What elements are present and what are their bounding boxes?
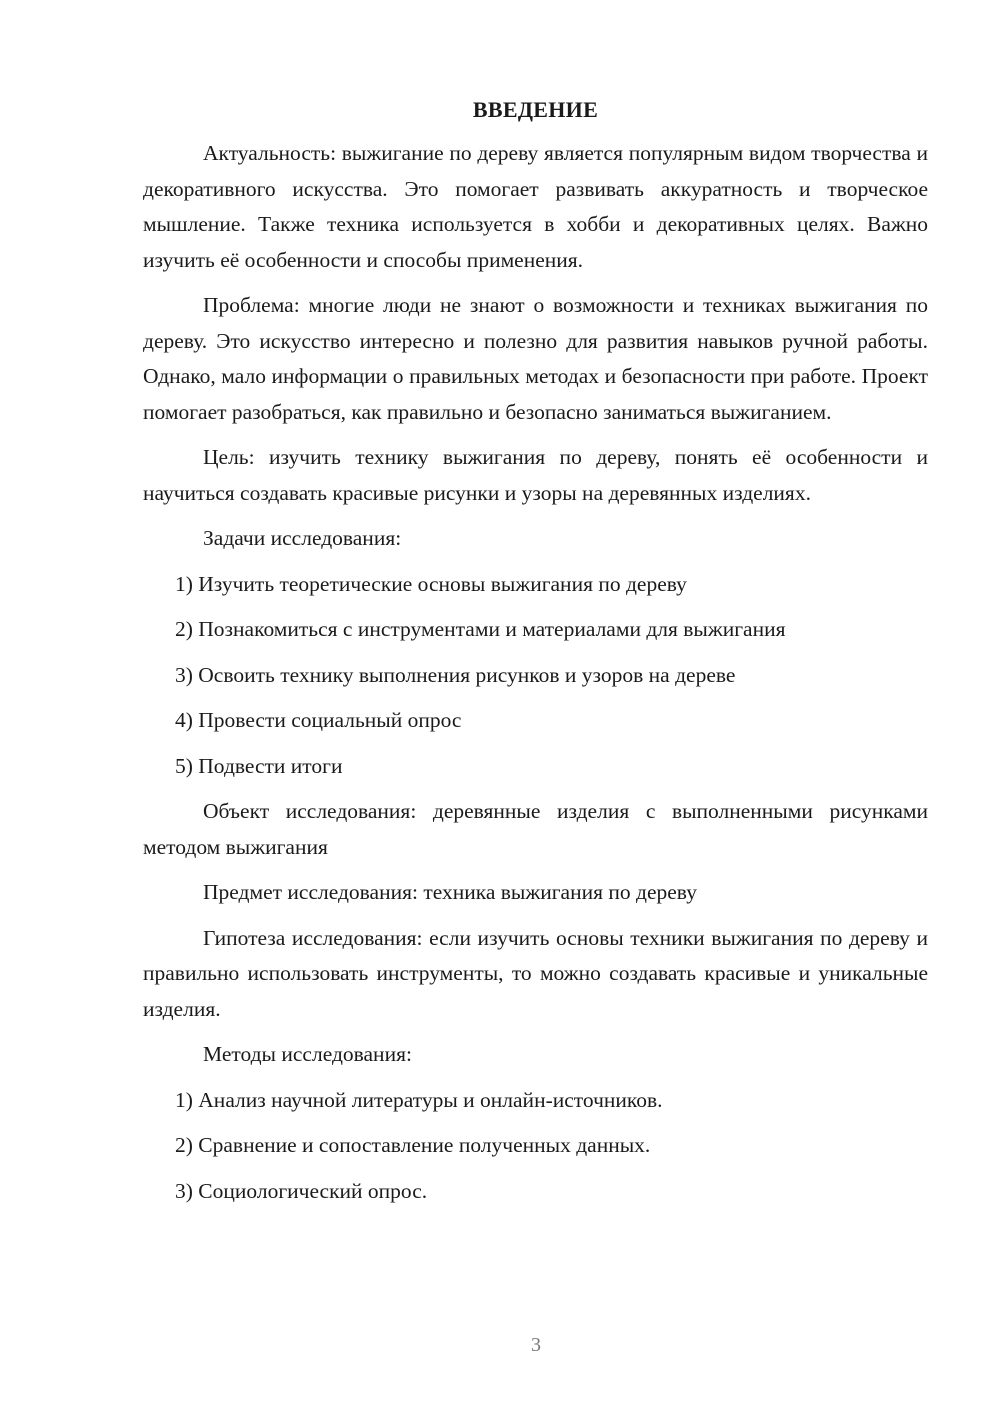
- task-item: 3) Освоить технику выполнения рисунков и узоров на дереве: [175, 662, 736, 687]
- problem-paragraph: Проблема: многие люди не знают о возможности и техниках выжигания по дереву. Это искусство интересно и полезно для развития навыков ручной работы. Однако, мало информации о правильных методах и безопасности при работе. Проект помогает разобраться, как правильно и безопасно заниматься выжиганием.: [143, 293, 928, 424]
- method-item: 3) Социологический опрос.: [175, 1178, 428, 1203]
- document-page: [143, 92, 928, 1219]
- page-number: 3: [531, 1334, 541, 1356]
- hypothesis-paragraph: Гипотеза исследования: если изучить основы техники выжигания по дереву и правильно использовать инструменты, то можно создавать красивые и уникальные изделия.: [143, 925, 928, 1021]
- object-paragraph: Объект исследования: деревянные изделия с выполненными рисунками методом выжигания: [143, 799, 928, 859]
- task-item: 1) Изучить теоретические основы выжигания по дереву: [175, 571, 687, 596]
- task-item: 5) Подвести итоги: [175, 753, 343, 778]
- goal-paragraph: Цель: изучить технику выжигания по дереву, понять её особенности и научиться создавать красивые рисунки и узоры на деревянных изделиях.: [143, 445, 928, 505]
- method-item: 2) Сравнение и сопоставление полученных данных.: [175, 1133, 651, 1157]
- method-item: 1) Анализ научной литературы и онлайн-источников.: [175, 1087, 663, 1112]
- page-title: ВВЕДЕНИЕ: [472, 97, 599, 122]
- tasks-heading: Задачи исследования:: [203, 526, 402, 550]
- task-item: 2) Познакомиться с инструментами и материалами для выжигания: [175, 617, 786, 641]
- methods-heading: Методы исследования:: [203, 1042, 412, 1066]
- relevance-paragraph: Актуальность: выжигание по дереву является популярным видом творчества и декоративного искусства. Это помогает развивать аккуратность и творческое мышление. Также техника используется в хобби и декоративных целях. Важно изучить её особенности и способы применения.: [143, 141, 928, 272]
- subject-paragraph: Предмет исследования: техника выжигания по дереву: [203, 880, 697, 904]
- task-item: 4) Провести социальный опрос: [175, 708, 462, 732]
